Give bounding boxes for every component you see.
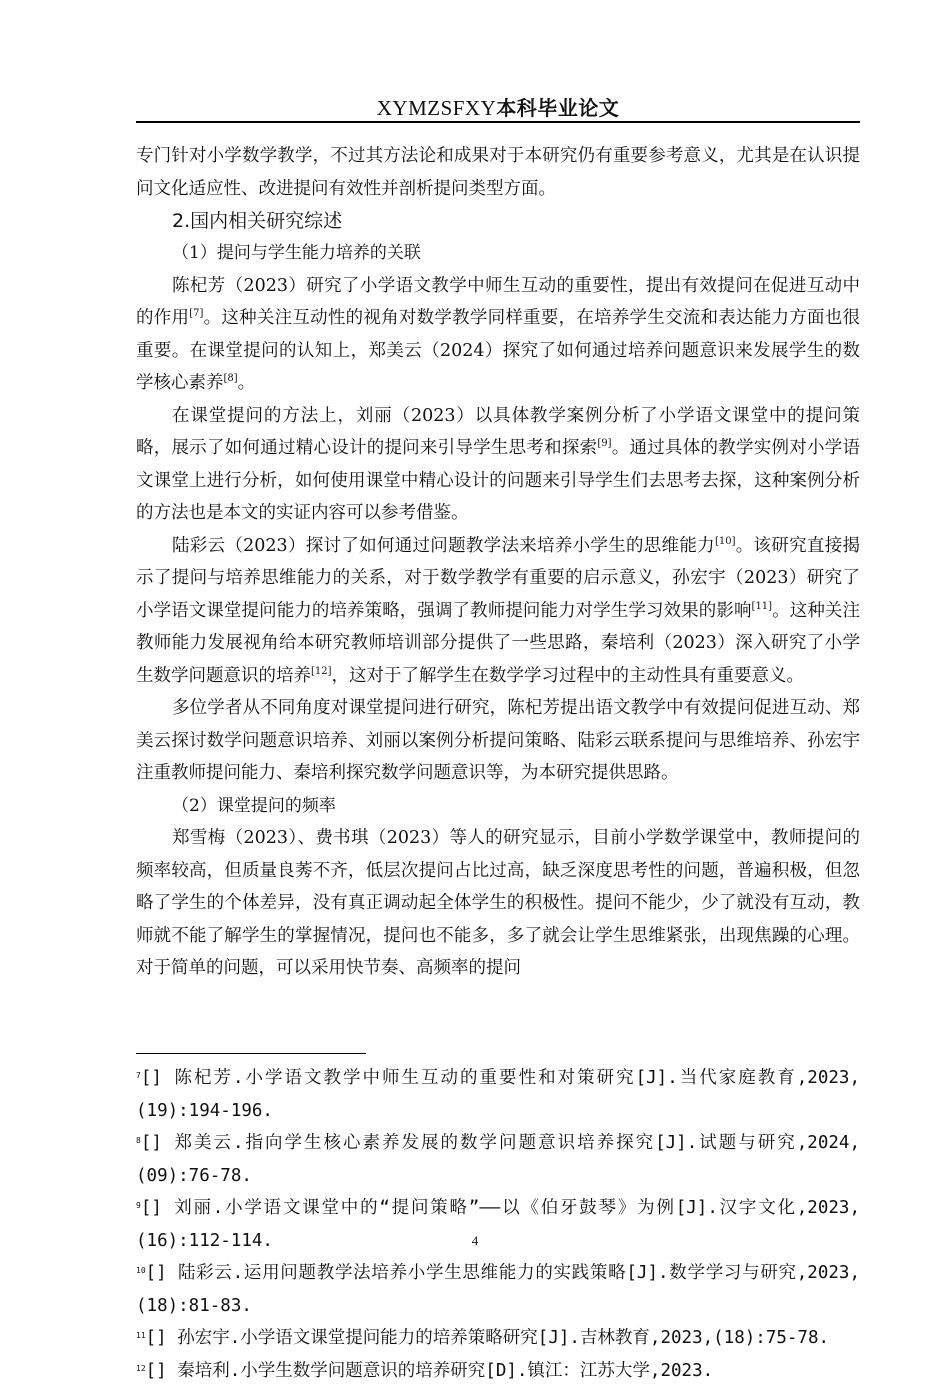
footnote-rule — [136, 1053, 366, 1054]
citation: [11] — [752, 601, 773, 612]
header-rule — [136, 121, 860, 123]
paragraph-continued: 专门针对小学数学教学，不过其方法论和成果对于本研究仍有重要参考意义，尤其是在认识提问文化适应性、改进提问有效性并剖析提问类型方面。 — [136, 140, 860, 205]
page-number: 4 — [0, 1233, 950, 1249]
subsection-title-2: （2）课堂提问的频率 — [136, 790, 860, 823]
subsection-title-1: （1）提问与学生能力培养的关联 — [136, 237, 860, 270]
header-latin: XYMZSFXY — [377, 96, 497, 120]
footnote: $^{11}$[] 孙宏宇.小学语文课堂提问能力的培养策略研究[J].吉林教育,2023,(18):75-78. — [136, 1322, 860, 1355]
citation: [9] — [597, 438, 611, 449]
footnotes — [136, 1062, 860, 1387]
paragraph-2: 在课堂提问的方法上，刘丽（2023）以具体教学案例分析了小学语文课堂中的提问策略，展示了如何通过精心设计的提问来引导学生思考和探索[9]。通过具体的教学实例对小学语文课堂上进行分析，如何使用课堂中精心设计的问题来引导学生们去思考去探，这种案例分析的方法也是本文的实证内容可以参考借鉴。 — [136, 400, 860, 530]
footnote: $^8$[] 郑美云.指向学生核心素养发展的数学问题意识培养探究[J].试题与研究,2024,(09):76-78. — [136, 1127, 860, 1192]
paragraph-5: 郑雪梅（2023）、费书琪（2023）等人的研究显示，目前小学数学课堂中，教师提问的频率较高，但质量良莠不齐，低层次提问占比过高，缺乏深度思考性的问题，普遍积极，但忽略了学生的个体差异，没有真正调动起全体学生的积极性。提问不能少，少了就没有互动，教师就不能了解学生的掌握情况，提问也不能多，多了就会让学生思维紧张，出现焦躁的心理。 对于简单的问题，可以采用快节奏、高频率的提问 — [136, 822, 860, 985]
citation: [12] — [311, 666, 332, 677]
page-header — [136, 92, 860, 121]
footnote: $^9$[] 刘丽.小学语文课堂中的“提问策略”——以《伯牙鼓琴》为例[J].汉字文化,2023,(16):112-114. — [136, 1192, 860, 1257]
footnote: $^{10}$[] 陆彩云.运用问题教学法培养小学生思维能力的实践策略[J].数学学习与研究,2023,(18):81-83. — [136, 1257, 860, 1322]
footnote: $^{12}$[] 秦培利.小学生数学问题意识的培养研究[D].镇江：江苏大学,2023. — [136, 1355, 860, 1387]
citation: [10] — [715, 536, 736, 547]
main-text — [136, 140, 860, 985]
header-title: 本科毕业论文 — [496, 96, 619, 120]
citation: [7] — [189, 308, 203, 319]
paragraph-4: 多位学者从不同角度对课堂提问进行研究，陈杞芳提出语文教学中有效提问促进互动、郑美云探讨数学问题意识培养、刘丽以案例分析提问策略、陆彩云联系提问与思维培养、孙宏宇注重教师提问能力、秦培利探究数学问题意识等，为本研究提供思路。 — [136, 692, 860, 790]
citation: [8] — [224, 373, 238, 384]
section-title: 2.国内相关研究综述 — [136, 205, 860, 237]
paragraph-1: 陈杞芳（2023）研究了小学语文教学中师生互动的重要性，提出有效提问在促进互动中的作用[7]。这种关注互动性的视角对数学教学同样重要，在培养学生交流和表达能力方面也很重要。在课堂提问的认知上，郑美云（2024）探究了如何通过培养问题意识来发展学生的数学核心素养[8]。 — [136, 270, 860, 400]
footnote: $^7$[] 陈杞芳.小学语文教学中师生互动的重要性和对策研究[J].当代家庭教育,2023,(19):194-196. — [136, 1062, 860, 1127]
paragraph-3: 陆彩云（2023）探讨了如何通过问题教学法来培养小学生的思维能力[10]。该研究直接揭示了提问与培养思维能力的关系，对于数学教学有重要的启示意义，孙宏宇（2023）研究了小学语文课堂提问能力的培养策略，强调了教师提问能力对学生学习效果的影响[11]。这种关注教师能力发展视角给本研究教师培训部分提供了一些思路，秦培利（2023）深入研究了小学生数学问题意识的培养[12]，这对于了解学生在数学学习过程中的主动性具有重要意义。 — [136, 530, 860, 693]
